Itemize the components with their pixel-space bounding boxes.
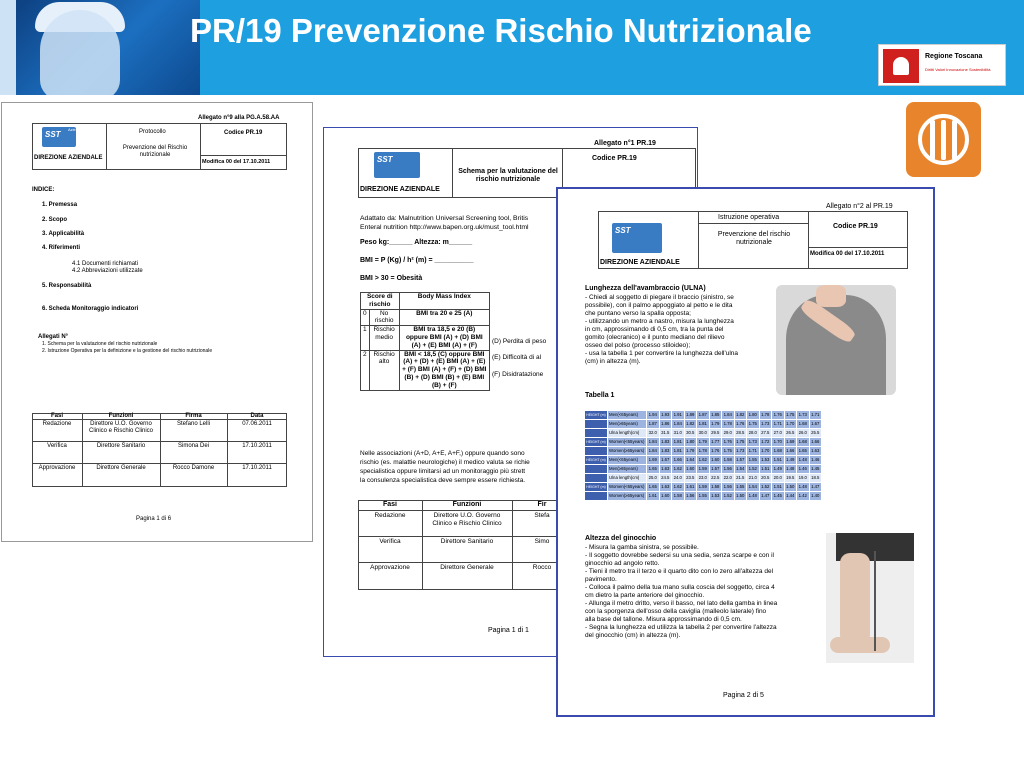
header-surgeon-photo <box>0 0 200 95</box>
table-cell: 1.83 <box>661 439 670 444</box>
table-cell: 1.76 <box>723 439 732 444</box>
ginocchio-line: del ginocchio (cm) in altezza (m). <box>585 632 681 639</box>
table-cell: 20.0 <box>773 475 782 480</box>
table-cell: 1.50 <box>736 493 745 498</box>
table-cell: 1.79 <box>698 439 707 444</box>
indice-item: 4. Riferimenti <box>42 245 81 251</box>
table-cell: 1.51 <box>773 484 782 489</box>
table-cell: 24.5 <box>661 475 670 480</box>
ginocchio-line: - Il soggetto dovrebbe sedersi su una sedia, senza scarpe e con il <box>585 552 774 559</box>
istruzione-label: Istruzione operativa <box>718 214 780 221</box>
table-cell: 1.47 <box>761 493 770 498</box>
table-group-label <box>585 465 607 473</box>
direzione-label: DIREZIONE AZIENDALE <box>34 155 103 161</box>
table-cell: 1.46 <box>811 457 820 462</box>
ginocchio-line: - Colloca il palmo della tua mano sulla coscia del soggetto, circa 4 <box>585 584 775 591</box>
table-cell: 1.52 <box>748 466 757 471</box>
table-cell: 1.71 <box>748 448 757 453</box>
table-cell: 1.76 <box>736 421 745 426</box>
risk-factor: (E) Difficoltà di al <box>492 354 542 361</box>
fasi-cell: 17.10.2011 <box>242 465 272 471</box>
codice-label: Codice PR.19 <box>833 223 878 230</box>
table-cell: 1.70 <box>773 439 782 444</box>
slide-header <box>0 0 1024 95</box>
ginocchio-line: - Allunga il metro dritto, verso il basso, nel lato della gamba in linea <box>585 600 778 607</box>
peso-altezza-line: Peso kg:______ Altezza: m______ <box>360 239 473 246</box>
allegati-label: Allegati N° <box>38 334 69 340</box>
ulna-height-table <box>585 411 821 500</box>
table-row-label: Men(<65years) <box>608 411 646 419</box>
table-cell: 23.5 <box>686 475 695 480</box>
table-cell: 1.82 <box>686 421 695 426</box>
table-cell: 19.0 <box>798 475 807 480</box>
fasi-cell: Direttore U.O. Governo Clinico e Rischio Clinico <box>432 512 502 527</box>
table-cell: 1.86 <box>661 421 670 426</box>
table-cell: 1.72 <box>761 439 770 444</box>
bmi-header: Score di rischio <box>361 293 400 310</box>
table-cell: 1.62 <box>698 457 707 462</box>
logo-name: Regione Toscana <box>925 53 983 60</box>
fasi-cell: Redazione <box>374 512 406 519</box>
table-cell: 1.80 <box>686 439 695 444</box>
table-group-label: HEIGHT (m) <box>586 413 606 417</box>
table-cell: 1.44 <box>786 493 795 498</box>
ginocchio-line: alla base del tallone. Misura approssimando di 0,5 cm. <box>585 616 742 623</box>
table-cell: 1.84 <box>648 439 657 444</box>
table-cell: 1.60 <box>661 493 670 498</box>
table-cell: 1.62 <box>673 484 682 489</box>
obesity-line: BMI > 30 = Obesità <box>360 275 423 282</box>
bmi-header: Body Mass Index <box>399 293 489 310</box>
table-cell: 1.70 <box>786 421 795 426</box>
table-cell: 1.87 <box>648 421 657 426</box>
allegato-label: Allegato n°1 PR.19 <box>594 140 656 147</box>
ginocchio-line: cm dietro la parte anteriore del ginocchio. <box>585 592 705 599</box>
fasi-header: Fasi <box>382 501 397 508</box>
indice-item: 5. Responsabilità <box>42 283 92 289</box>
bmi-formula: BMI = P (Kg) / h² (m) = __________ <box>360 257 474 264</box>
table-cell: 1.84 <box>723 412 732 417</box>
table-row-label: Women(<65years) <box>609 439 645 444</box>
table-cell: 20.5 <box>761 475 770 480</box>
asl-logo-icon <box>374 152 420 178</box>
table-cell: 1.57 <box>711 466 720 471</box>
indice-item: 3. Applicabilità <box>42 231 85 237</box>
fasi-cell: Redazione <box>42 421 72 427</box>
ginocchio-line: - Tieni il metro tra il terzo e il quarto dito con lo zero all'altezza del <box>585 568 774 575</box>
ginocchio-line: ginocchio ad angolo retto. <box>585 560 660 567</box>
table-cell: 1.59 <box>698 484 707 489</box>
ulna-line: osseo del polso (processo stiloideo); <box>585 342 691 349</box>
asl-line: Azienda <box>68 127 83 132</box>
table-cell: 1.69 <box>648 457 657 462</box>
table-group-label: HEIGHT (m) <box>586 485 606 489</box>
table-cell: 1.51 <box>761 466 770 471</box>
ginocchio-title: Altezza del ginocchio <box>585 535 657 542</box>
fasi-cell: 17.10.2011 <box>242 443 272 449</box>
bmi-score-table <box>360 292 490 391</box>
table-group-label: HEIGHT (m) <box>586 458 606 462</box>
ulna-line: gomito (olecranico) e il punto mediano del rilievo <box>585 334 725 341</box>
fasi-cell: Stefano Lelli <box>176 421 211 427</box>
slide-title: PR/19 Prevenzione Rischio Nutrizionale <box>190 12 812 49</box>
allegato-item: 1. Schema per la valutazione del rischio nutrizionale <box>42 341 158 347</box>
table-cell: 1.48 <box>798 484 807 489</box>
direzione-label: DIREZIONE AZIENDALE <box>360 186 440 193</box>
istruzione-title: Prevenzione del rischio nutrizionale <box>717 231 791 247</box>
table-cell: 1.57 <box>736 457 745 462</box>
table-cell: 28.0 <box>748 430 757 435</box>
table-cell: 1.68 <box>773 448 782 453</box>
fasi-cell: Direttore Sanitario <box>96 443 146 449</box>
table-cell: 1.94 <box>648 412 657 417</box>
table-cell: 1.78 <box>723 421 732 426</box>
table-cell: 32.0 <box>648 430 657 435</box>
source-line: Enteral nutrition http://www.bapen.org.uk/must_tool.html <box>360 224 529 231</box>
table-cell: 1.50 <box>786 484 795 489</box>
table-cell: 1.55 <box>698 493 707 498</box>
table-cell: 24.0 <box>673 475 682 480</box>
table-cell: 27.5 <box>761 430 770 435</box>
table-cell: 1.42 <box>798 493 807 498</box>
table-cell: 1.47 <box>811 484 820 489</box>
bmi-cell: Rischio alto <box>369 350 399 390</box>
ginocchio-line: - Misura la gamba sinistra, se possibile. <box>585 544 699 551</box>
table-cell: 1.81 <box>673 448 682 453</box>
table-cell: 1.75 <box>786 412 795 417</box>
indice-label: INDICE: <box>32 187 55 193</box>
table-cell: 1.58 <box>711 484 720 489</box>
table-cell: 1.49 <box>786 457 795 462</box>
table-cell: 1.73 <box>798 412 807 417</box>
indice-subitem: 4.1 Documenti richiamati <box>72 261 139 267</box>
fasi-cell: Simo <box>534 538 550 545</box>
bmi-cell: BMI tra 18,5 e 20 (B) oppure BMI (A) + (D) BMI (A) + (E) BMI (A) + (F) <box>399 326 489 350</box>
table-cell: 1.73 <box>748 439 757 444</box>
table-row-label: Men(≥65years) <box>608 465 646 473</box>
ulna-line: - usa la tabella 1 per convertire la lunghezza dell'ulna <box>585 350 739 357</box>
table-row-label: Ulna length(cm) <box>608 429 646 437</box>
table-cell: 1.73 <box>761 421 770 426</box>
table-cell: 1.61 <box>648 493 657 498</box>
modifica-label: Modifica 00 del 17.10.2011 <box>202 159 271 165</box>
indice-item: 1. Premessa <box>42 202 78 208</box>
table-cell: 1.89 <box>686 412 695 417</box>
fasi-header: Funzioni <box>452 501 482 508</box>
table-cell: 1.66 <box>786 448 795 453</box>
table-cell: 1.56 <box>723 484 732 489</box>
table-cell: 1.45 <box>773 493 782 498</box>
page-number: Pagina 2 di 5 <box>723 692 764 699</box>
table-cell: 1.81 <box>698 421 707 426</box>
table-cell: 1.49 <box>773 466 782 471</box>
table-cell: 1.62 <box>673 466 682 471</box>
table-cell: 1.66 <box>673 457 682 462</box>
table-cell: 1.78 <box>761 412 770 417</box>
fasi-cell: Verifica <box>379 538 401 545</box>
table-cell: 1.54 <box>748 484 757 489</box>
table-cell: 25.0 <box>648 475 657 480</box>
table-cell: 1.48 <box>798 457 807 462</box>
table-group-label <box>585 474 607 482</box>
table-cell: 1.58 <box>723 457 732 462</box>
table-cell: 22.5 <box>711 475 720 480</box>
ulna-measurement-image <box>776 285 896 395</box>
note-line: Nelle associazioni (A+D, A+E, A+F,) oppure quando sono <box>360 450 525 457</box>
bmi-cell: BMI tra 20 e 25 (A) <box>399 309 489 326</box>
table-cell: 1.71 <box>773 421 782 426</box>
table-cell: 18.5 <box>811 475 820 480</box>
table-cell: 1.91 <box>673 412 682 417</box>
source-line: Adattato da: Malnutrition Universal Screening tool, Britis <box>360 215 529 222</box>
table-cell: 1.63 <box>811 448 820 453</box>
cutlery-plate-icon <box>906 102 981 177</box>
table-row-label: Men(≥65years) <box>608 420 646 428</box>
ulna-title: Lunghezza dell'avambraccio (ULNA) <box>585 285 706 292</box>
indice-item: 6. Scheda Monitoraggio indicatori <box>42 306 139 312</box>
bmi-cell: Rischio medio <box>369 326 399 350</box>
table-cell: 1.54 <box>736 466 745 471</box>
codice-label: Codice PR.19 <box>592 155 637 162</box>
table-cell: 26.5 <box>786 430 795 435</box>
table-cell: 1.56 <box>686 493 695 498</box>
ulna-line: - utilizzando un metro a nastro, misura la lunghezza <box>585 318 734 325</box>
pegasus-logo-icon <box>883 49 919 83</box>
table-cell: 30.5 <box>686 430 695 435</box>
allegato-item: 2. Istruzione Operativa per la definizione e la gestione del rischio nutrizionale <box>42 348 213 354</box>
table-cell: 30.0 <box>698 430 707 435</box>
table-cell: 1.78 <box>698 448 707 453</box>
table-row-label: Women(≥65years) <box>609 493 645 498</box>
table-cell: 29.0 <box>723 430 732 435</box>
table-row-label: Women(≥65years) <box>609 448 645 453</box>
table-cell: 1.81 <box>673 439 682 444</box>
modifica-label: Modifica 00 del 17.10.2011 <box>810 251 885 257</box>
table-cell: 1.48 <box>786 466 795 471</box>
table-row-label: Men(<65years) <box>608 456 646 464</box>
ulna-line: possibile), con il palmo appoggiato al petto e le dita <box>585 302 733 309</box>
page-number: Pagina 1 di 6 <box>136 516 172 522</box>
ginocchio-line: con la sporgenza dell'osso della caviglia (malleolo laterale) fino <box>585 608 767 615</box>
fasi-cell: Stefa <box>534 512 550 519</box>
table-cell: 23.0 <box>698 475 707 480</box>
table-cell: 1.67 <box>811 421 820 426</box>
table-cell: 1.77 <box>711 439 720 444</box>
table-cell: 1.82 <box>736 412 745 417</box>
ulna-line: che puntano verso la spalla opposta; <box>585 310 691 317</box>
table-cell: 1.65 <box>648 466 657 471</box>
table-cell: 1.68 <box>798 439 807 444</box>
ulna-line: (cm) in altezza (m). <box>585 358 641 365</box>
bmi-cell: BMI < 18,5 (C) oppure BMI (A) + (D) + (E) BMI (A) + (E) + (F) BMI (A) + (F) + (D) BMI (B) + (D) BMI (B) + (E) BMI (B) + (F) <box>399 350 489 390</box>
logo-tagline: Diritti Valori Innovazione Sostenibilità <box>925 67 991 72</box>
fasi-cell: Approvazione <box>370 564 410 571</box>
table-cell: 1.76 <box>711 448 720 453</box>
fasi-cell: Direttore Generale <box>440 564 494 571</box>
bmi-cell: 2 <box>361 350 370 390</box>
table-cell: 1.93 <box>661 412 670 417</box>
table-cell: 1.84 <box>673 421 682 426</box>
table-cell: 21.0 <box>748 475 757 480</box>
fasi-cell: Direttore Sanitario <box>440 538 494 545</box>
ginocchio-line: pavimento. <box>585 576 617 583</box>
table-cell: 1.83 <box>661 448 670 453</box>
table-cell: 1.75 <box>748 421 757 426</box>
table-cell: 1.68 <box>798 421 807 426</box>
indice-subitem: 4.2 Abbreviazioni utilizzate <box>72 268 143 274</box>
document-istruzione-operativa <box>556 187 935 717</box>
table-cell: 1.55 <box>736 484 745 489</box>
risk-factor: (F) Disidratazione <box>492 371 544 378</box>
fasi-header: Fasi <box>50 413 63 419</box>
table-cell: 1.52 <box>761 484 770 489</box>
table-cell: 1.75 <box>736 439 745 444</box>
table-cell: 1.53 <box>761 457 770 462</box>
table-row-label: Ulna length(cm) <box>608 474 646 482</box>
protocollo-title: Prevenzione del Rischio nutrizionale <box>122 145 188 159</box>
fasi-cell: Rocco Damone <box>172 465 215 471</box>
fasi-cell: Verifica <box>47 443 67 449</box>
table-cell: 27.0 <box>773 430 782 435</box>
fasi-header: Fir <box>537 501 547 508</box>
table-group-label <box>585 447 607 455</box>
table-cell: 1.76 <box>773 412 782 417</box>
allegato-label: Allegato n°9 alla PG.A.58.AA <box>198 115 280 121</box>
table-cell: 1.75 <box>723 448 732 453</box>
table-cell: 1.45 <box>811 466 820 471</box>
table-cell: 22.0 <box>723 475 732 480</box>
table-cell: 1.85 <box>711 412 720 417</box>
note-line: rischio (es. malattie neurologiche) il medico valuta se richie <box>360 459 530 466</box>
table-cell: 1.52 <box>723 493 732 498</box>
schema-title: Schema per la valutazione del rischio nutrizionale <box>458 168 558 184</box>
knee-measurement-image <box>826 533 914 663</box>
allegato-label: Allegato n°2 al PR.19 <box>826 203 893 210</box>
table-cell: 21.5 <box>736 475 745 480</box>
table-cell: 1.56 <box>723 466 732 471</box>
table-group-label <box>585 429 607 437</box>
fasi-header: Funzioni <box>108 413 134 419</box>
indice-item: 2. Scopo <box>42 217 68 223</box>
table-cell: 1.67 <box>661 457 670 462</box>
fasi-cell: Approvazione <box>38 465 76 471</box>
table-cell: 1.70 <box>761 448 770 453</box>
table-cell: 29.5 <box>711 430 720 435</box>
table-cell: 1.79 <box>686 448 695 453</box>
table-cell: 1.84 <box>648 448 657 453</box>
table-cell: 1.60 <box>686 466 695 471</box>
table-cell: 1.65 <box>798 448 807 453</box>
protocollo-label: Protocollo <box>139 129 166 135</box>
table-cell: 1.55 <box>748 457 757 462</box>
table-cell: 31.0 <box>673 430 682 435</box>
note-line: specialistica oppure limitarsi ad un monitoraggio più strett <box>360 468 526 475</box>
fasi-header: Firma <box>185 413 202 419</box>
tabella-title: Tabella 1 <box>585 392 615 399</box>
regione-toscana-logo <box>878 44 1006 86</box>
table-cell: 1.73 <box>736 448 745 453</box>
table-cell: 1.60 <box>711 457 720 462</box>
codice-label: Codice PR.19 <box>224 130 263 136</box>
table-cell: 1.79 <box>711 421 720 426</box>
table-cell: 31.5 <box>661 430 670 435</box>
table-cell: 1.65 <box>648 484 657 489</box>
bmi-cell: 1 <box>361 326 370 350</box>
table-cell: 1.66 <box>811 439 820 444</box>
table-row-label: Women(<65years) <box>609 484 645 489</box>
fasi-cell: Direttore Generale <box>96 465 146 471</box>
table-cell: 1.69 <box>786 439 795 444</box>
table-cell: 1.64 <box>686 457 695 462</box>
table-cell: 1.59 <box>698 466 707 471</box>
fasi-cell: 07.06.2011 <box>242 421 272 427</box>
table-cell: 1.63 <box>661 466 670 471</box>
asl-logo-icon <box>612 223 662 253</box>
table-cell: 1.51 <box>773 457 782 462</box>
table-cell: 1.53 <box>711 493 720 498</box>
fasi-cell: Simona Dei <box>177 443 209 449</box>
note-line: la consulenza specialistica deve sempre essere richiesta. <box>360 477 526 484</box>
table-cell: 1.46 <box>798 466 807 471</box>
fasi-header: Data <box>250 413 264 419</box>
risk-factor: (D) Perdita di peso <box>492 338 547 345</box>
table-cell: 1.61 <box>686 484 695 489</box>
fasi-cell: Direttore U.O. Governo Clinico e Rischio Clinico <box>88 421 154 435</box>
page-number: Pagina 1 di 1 <box>488 627 529 634</box>
table-cell: 19.5 <box>786 475 795 480</box>
table-cell: 1.80 <box>748 412 757 417</box>
bmi-cell: No rischio <box>369 309 399 326</box>
bmi-cell: 0 <box>361 309 370 326</box>
table-cell: 25.5 <box>811 430 820 435</box>
ulna-line: in cm, approssimando di 0,5 cm, tra la punta del <box>585 326 724 333</box>
ginocchio-line: - Segna la lunghezza ed utilizza la tabella 2 per convertire l'altezza <box>585 624 777 631</box>
document-protocollo <box>1 102 313 542</box>
table-cell: 26.0 <box>798 430 807 435</box>
ulna-line: - Chiedi al soggetto di piegare il braccio (sinistro, se <box>585 294 734 301</box>
table-cell: 28.5 <box>736 430 745 435</box>
table-group-label <box>585 492 607 500</box>
table-cell: 1.48 <box>748 493 757 498</box>
table-group-label: HEIGHT (m) <box>586 440 606 444</box>
table-cell: 1.40 <box>811 493 820 498</box>
table-cell: 1.71 <box>811 412 820 417</box>
fasi-cell: Rocco <box>532 564 552 571</box>
table-group-label <box>585 420 607 428</box>
direzione-label: DIREZIONE AZIENDALE <box>600 259 680 266</box>
table-cell: 1.58 <box>673 493 682 498</box>
table-cell: 1.87 <box>698 412 707 417</box>
table-cell: 1.63 <box>661 484 670 489</box>
